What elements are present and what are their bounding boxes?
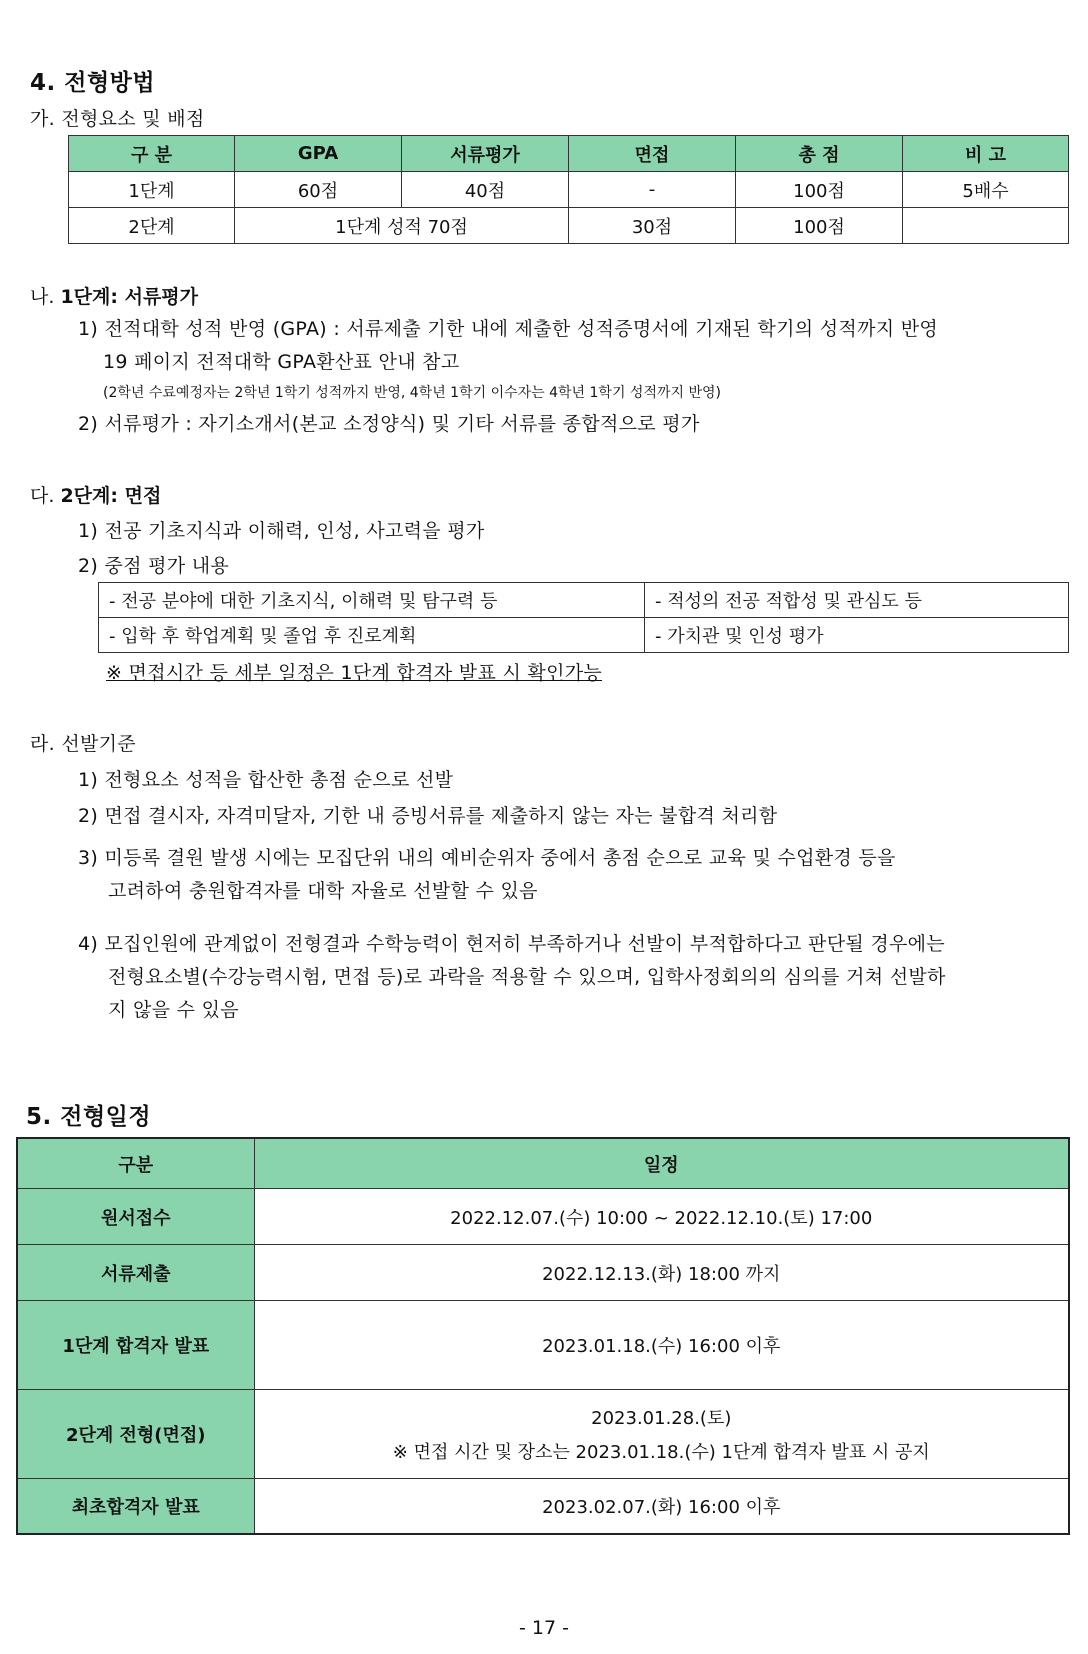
evaluation-grid [98,582,1069,653]
section-4d-item4: 4) 모집인원에 관계없이 전형결과 수학능력이 현저히 부족하거나 선발이 부적합하다고 판단될 경우에는 [78,933,945,955]
section-4b-item2: 2) 서류평가 : 자기소개서(본교 소정양식) 및 기타 서류를 종합적으로 평가 [78,413,700,435]
section-4-title: 4. 전형방법 [30,70,156,96]
section-4d-item3-line2: 고려하여 충원합격자를 대학 자율로 선발할 수 있음 [108,880,538,902]
table-row [17,1301,1069,1390]
schedule-value: 2022.12.07.(수) 10:00 ~ 2022.12.10.(토) 17:00 [254,1189,1069,1245]
cell: - 적성의 전공 적합성 및 관심도 등 [645,583,1069,618]
section-4a-heading: 가. 전형요소 및 배점 [30,108,205,130]
cell: - 가치관 및 인성 평가 [645,618,1069,653]
section-5-title: 5. 전형일정 [26,1104,152,1130]
schedule-value-line1: 2023.01.28.(토) [591,1408,732,1429]
section-4d-item4-line2: 전형요소별(수강능력시험, 면접 등)로 과락을 적용할 수 있으며, 입학사정회의의 심의를 거쳐 선발하 [108,966,946,988]
table-row [17,1245,1069,1301]
header-cell: 비 고 [903,136,1069,172]
header-cell: 구 분 [69,136,235,172]
header-cell: GPA [235,136,402,172]
cell: 100점 [736,172,903,208]
cell: - [569,172,736,208]
table-row [17,1189,1069,1245]
schedule-label: 최초합격자 발표 [17,1479,254,1534]
section-4d-item2: 2) 면접 결시자, 자격미달자, 기한 내 증빙서류를 제출하지 않는 자는 불합격 처리함 [78,805,778,827]
section-4c-heading [30,481,161,508]
section-4d-item4-line3: 지 않을 수 있음 [108,999,239,1021]
schedule-label: 2단계 전형(면접) [17,1390,254,1479]
header-cell: 구분 [17,1138,254,1189]
table-row [99,618,1069,653]
cell: 1단계 성적 70점 [235,208,569,244]
section-4d-item3: 3) 미등록 결원 발생 시에는 모집단위 내의 예비순위자 중에서 총점 순으로 교육 및 수업환경 등을 [78,847,896,869]
cell: 2단계 [69,208,235,244]
section-4b-item1: 1) 전적대학 성적 반영 (GPA) : 서류제출 기한 내에 제출한 성적증명서에 기재된 학기의 성적까지 반영 [78,318,939,340]
table-row [99,583,1069,618]
section-4b-title: 1단계: 서류평가 [60,286,199,308]
cell: 30점 [569,208,736,244]
section-4b-heading [30,282,198,309]
schedule-header [17,1138,1069,1189]
section-4c-item2: 2) 중점 평가 내용 [78,555,230,577]
table-row [17,1479,1069,1534]
schedule-value: 2023.01.18.(수) 16:00 이후 [254,1301,1069,1390]
schedule-value: 2023.02.07.(화) 16:00 이후 [254,1479,1069,1534]
section-4b-item1-line2: 19 페이지 전적대학 GPA환산표 안내 참고 [103,351,460,373]
interview-note: ※ 면접시간 등 세부 일정은 1단계 합격자 발표 시 확인가능 [106,662,603,684]
cell: 40점 [402,172,569,208]
schedule-value: 2022.12.13.(화) 18:00 까지 [254,1245,1069,1301]
schedule-label: 서류제출 [17,1245,254,1301]
score-table-header [69,136,1069,172]
schedule-label: 원서접수 [17,1189,254,1245]
header-cell: 총 점 [736,136,903,172]
score-table [68,135,1069,244]
schedule-value [254,1390,1069,1479]
cell: 60점 [235,172,402,208]
cell: 1단계 [69,172,235,208]
cell: - 입학 후 학업계획 및 졸업 후 진로계획 [99,618,645,653]
section-4b-prefix: 나. [30,286,55,308]
cell: - 전공 분야에 대한 기초지식, 이해력 및 탐구력 등 [99,583,645,618]
table-row [17,1390,1069,1479]
schedule-table [16,1137,1070,1535]
section-4b-item1-note: (2학년 수료예정자는 2학년 1학기 성적까지 반영, 4학년 1학기 이수자는 4학년 1학기 성적까지 반영) [103,385,721,401]
section-4c-title: 2단계: 면접 [60,485,162,507]
schedule-label: 1단계 합격자 발표 [17,1301,254,1390]
section-4d-heading: 라. 선발기준 [30,733,136,755]
cell [903,208,1069,244]
header-cell: 서류평가 [402,136,569,172]
section-4c-prefix: 다. [30,485,55,507]
cell: 100점 [736,208,903,244]
header-cell: 면접 [569,136,736,172]
header-cell: 일정 [254,1138,1069,1189]
table-row [69,208,1069,244]
page-number: - 17 - [519,1617,569,1639]
section-4c-item1: 1) 전공 기초지식과 이해력, 인성, 사고력을 평가 [78,520,485,542]
table-row [69,172,1069,208]
cell: 5배수 [903,172,1069,208]
section-4d-item1: 1) 전형요소 성적을 합산한 총점 순으로 선발 [78,769,454,791]
schedule-value-line2: ※ 면접 시간 및 장소는 2023.01.18.(수) 1단계 합격자 발표 시 공지 [392,1442,930,1463]
